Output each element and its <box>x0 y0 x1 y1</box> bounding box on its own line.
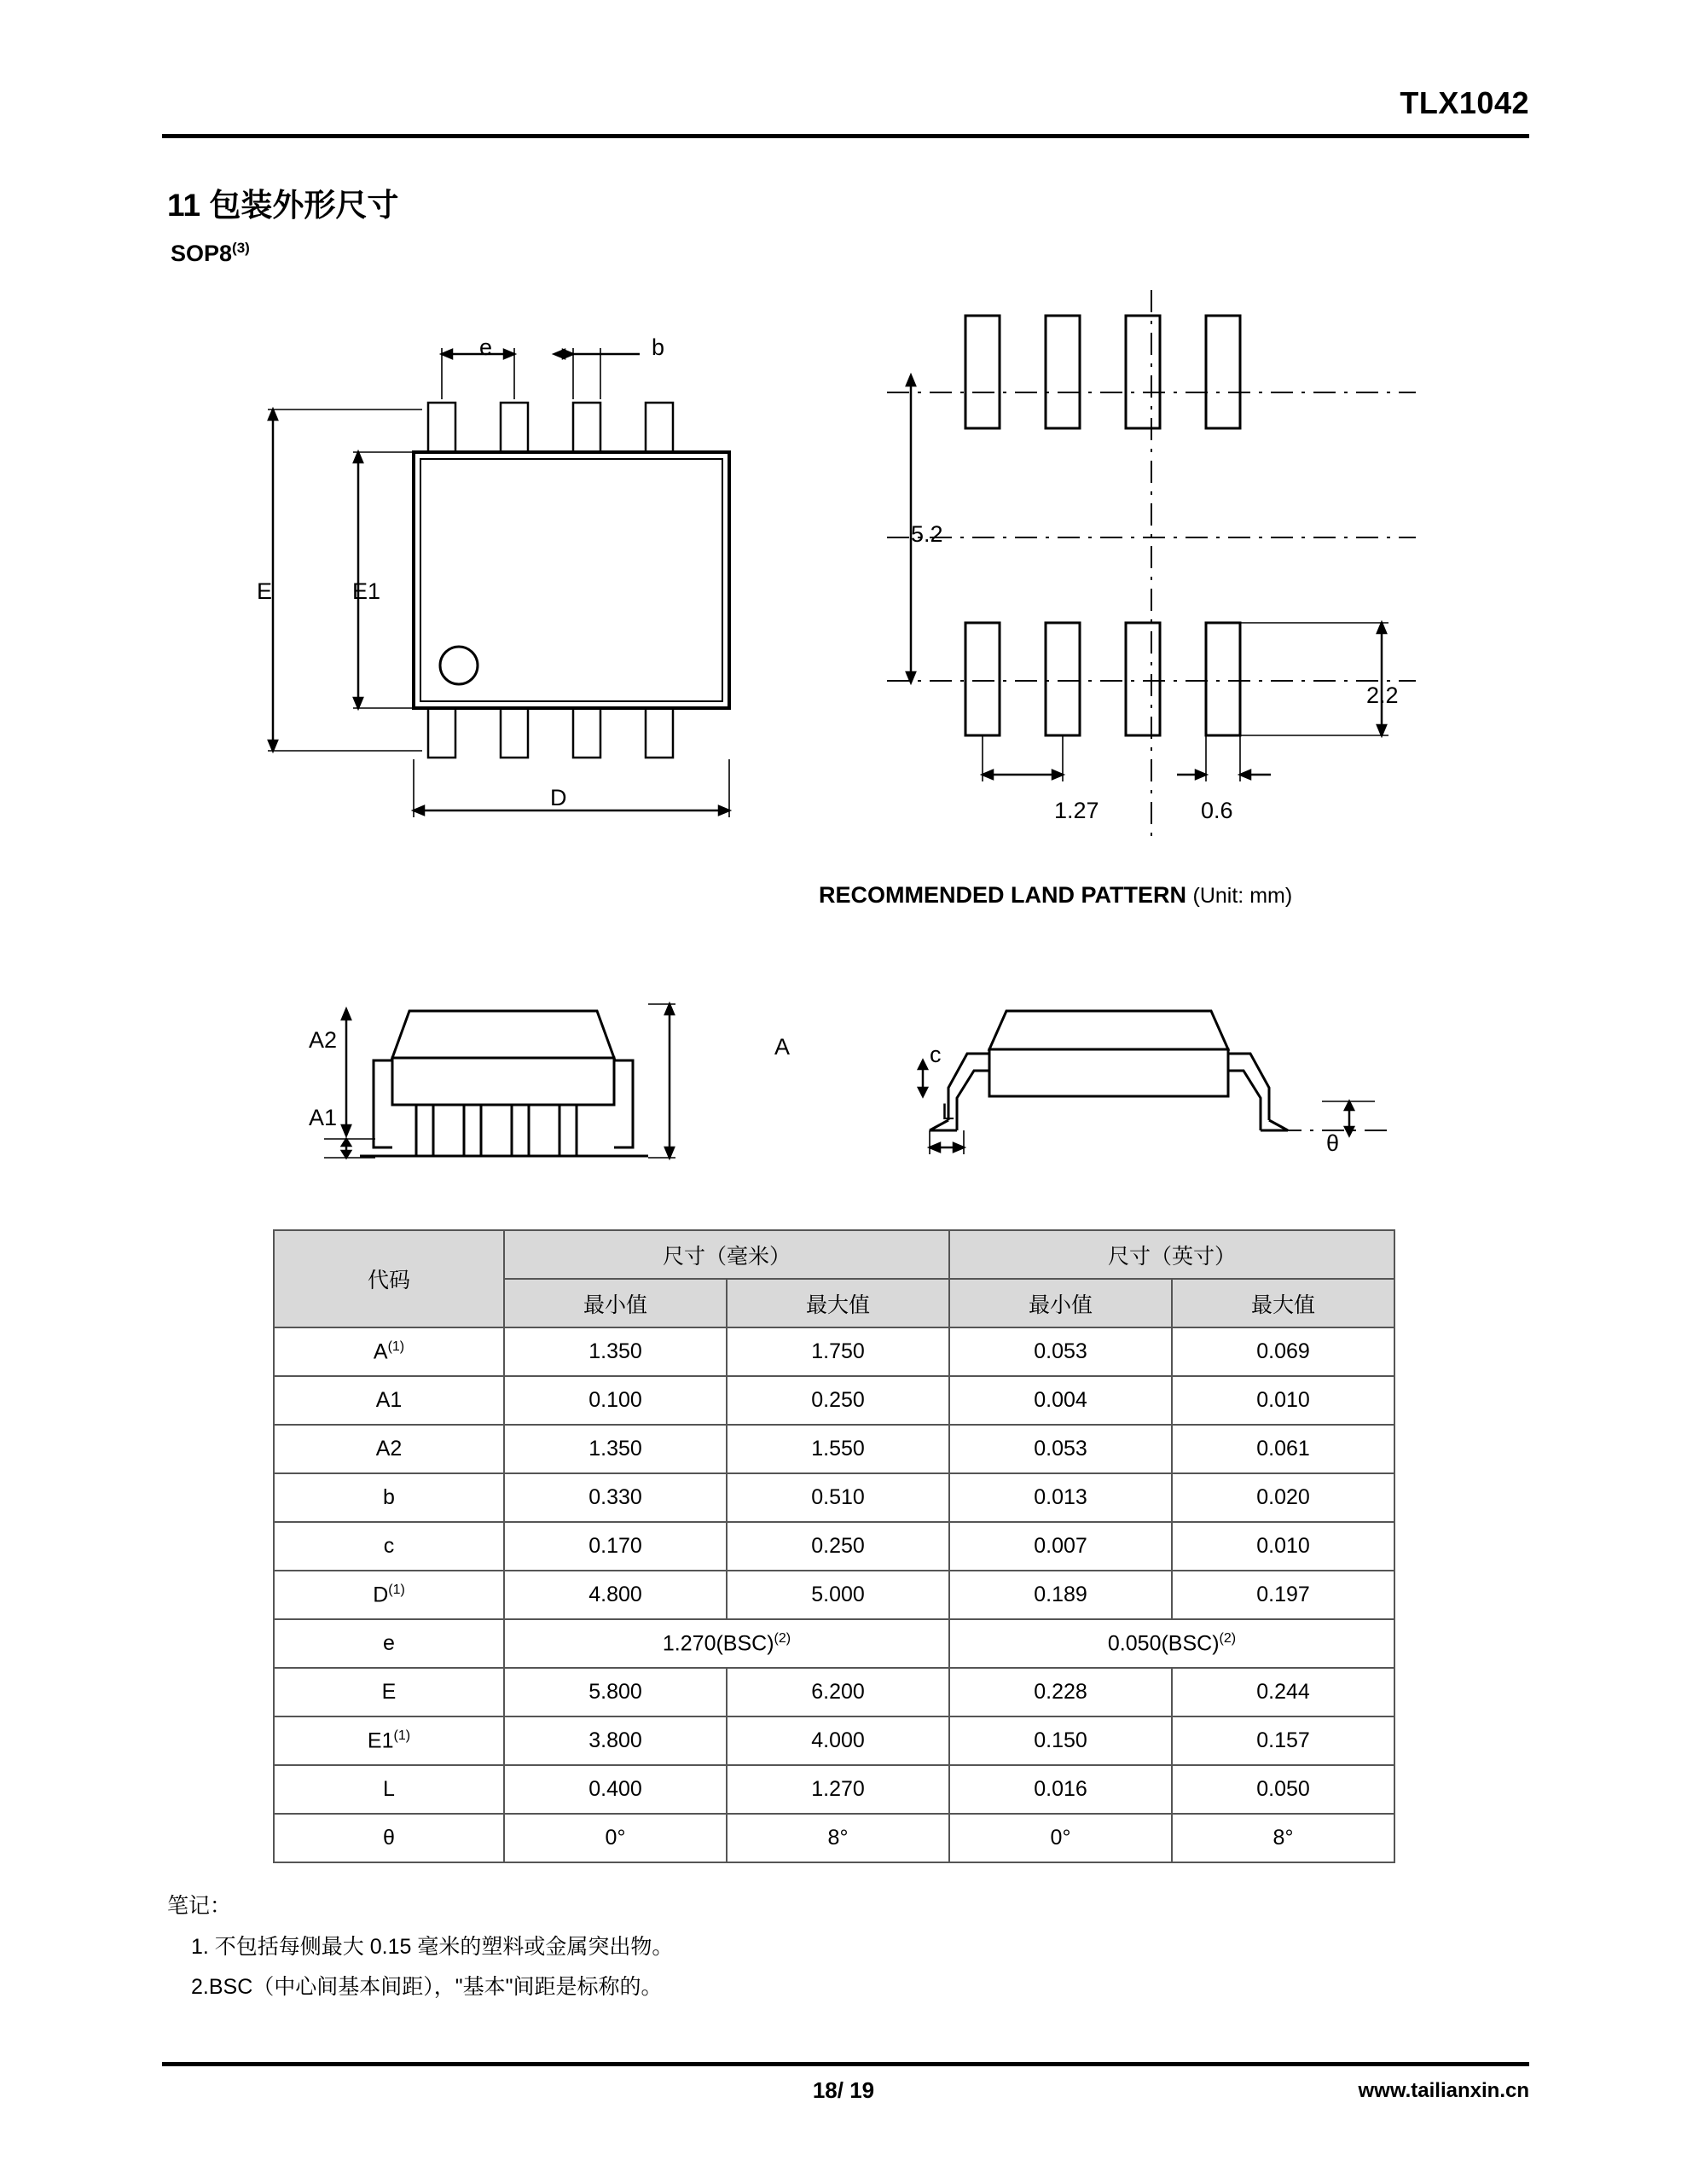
cell-inch-min: 0.004 <box>949 1376 1172 1425</box>
land-dim-pad-length: 2.2 <box>1366 682 1399 708</box>
table-row <box>274 1765 1394 1814</box>
cell-inch-max: 0.010 <box>1172 1522 1394 1571</box>
label-A1: A1 <box>309 1105 338 1130</box>
cell-mm-span: 1.270(BSC)$^{(2)}$ <box>504 1619 949 1668</box>
cell-inch-max: 0.010 <box>1172 1376 1394 1425</box>
cell-mm-min: 0.100 <box>504 1376 727 1425</box>
cell-inch-span: 0.050(BSC)$^{(2)}$ <box>949 1619 1394 1668</box>
dimension-table-body <box>274 1327 1394 1862</box>
cell-code-sup: (1) <box>388 1582 405 1597</box>
notes-title: 笔记： <box>167 1894 232 1918</box>
header-in-max: 最大值 <box>1172 1279 1394 1327</box>
header-mm-group: 尺寸（毫米） <box>504 1230 949 1279</box>
label-c: c <box>930 1042 942 1067</box>
label-A: A <box>774 1034 791 1060</box>
cell-inch-min: 0.007 <box>949 1522 1172 1571</box>
footer-page-number: 18/ 19 <box>812 2077 875 2103</box>
table-row <box>274 1571 1394 1619</box>
cell-inch-max: 0.244 <box>1172 1668 1394 1716</box>
page-header-part-number: TLX1042 <box>1400 85 1529 120</box>
cell-code: c <box>274 1522 504 1571</box>
cell-code-sup: (1) <box>387 1339 405 1354</box>
cell-code: A1 <box>274 1376 504 1425</box>
land-pattern-caption <box>819 882 1292 909</box>
cell-mm-min: 3.800 <box>504 1716 727 1765</box>
package-top-view-drawing <box>239 299 776 853</box>
cell-inch-min: 0.189 <box>949 1571 1172 1619</box>
table-row <box>274 1473 1394 1522</box>
cell-mm-max: 0.250 <box>727 1376 949 1425</box>
table-row <box>274 1327 1394 1376</box>
cell-code: $D^{(1)}$ <box>274 1571 504 1619</box>
table-row <box>274 1716 1394 1765</box>
cell-code: b <box>274 1473 504 1522</box>
cell-mm-max: 8° <box>727 1814 949 1862</box>
cell-mm-min: 1.350 <box>504 1425 727 1473</box>
table-row <box>274 1814 1394 1862</box>
cell-inch-min: 0.150 <box>949 1716 1172 1765</box>
cell-inch-span-sup: (2) <box>1219 1630 1237 1646</box>
label-b-width: b <box>652 334 665 360</box>
table-row <box>274 1425 1394 1473</box>
cell-mm-max: 5.000 <box>727 1571 949 1619</box>
table-header-row-1 <box>274 1230 1394 1279</box>
land-dim-vertical-pitch: 5.2 <box>911 521 943 547</box>
cell-mm-max: 0.510 <box>727 1473 949 1522</box>
package-name: SOP8 <box>171 241 233 266</box>
cell-mm-max: 1.550 <box>727 1425 949 1473</box>
land-dim-pitch: 1.27 <box>1054 798 1099 823</box>
cell-inch-max: 8° <box>1172 1814 1394 1862</box>
cell-code: e <box>274 1619 504 1668</box>
cell-inch-min: 0.016 <box>949 1765 1172 1814</box>
label-theta: θ <box>1326 1130 1340 1156</box>
cell-mm-min: 4.800 <box>504 1571 727 1619</box>
cell-mm-min: 1.350 <box>504 1327 727 1376</box>
dimension-table <box>273 1229 1395 1863</box>
label-e-pitch: e <box>479 334 493 360</box>
label-A2: A2 <box>309 1027 338 1053</box>
package-end-view-drawing <box>878 968 1407 1190</box>
cell-code: E1$^{(1)}$ <box>274 1716 504 1765</box>
cell-inch-max: 0.197 <box>1172 1571 1394 1619</box>
table-row <box>274 1668 1394 1716</box>
land-pattern-caption-text: RECOMMENDED LAND PATTERN <box>819 882 1186 908</box>
notes-block <box>167 1886 673 2008</box>
header-mm-max: 最大值 <box>727 1279 949 1327</box>
cell-inch-min: 0° <box>949 1814 1172 1862</box>
footer-website[interactable]: www.tailianxin.cn <box>1358 2079 1529 2102</box>
cell-mm-max: 1.270 <box>727 1765 949 1814</box>
header-inch-group: 尺寸（英寸） <box>949 1230 1394 1279</box>
cell-code: E <box>274 1668 504 1716</box>
cell-code: A2 <box>274 1425 504 1473</box>
header-divider <box>162 134 1529 138</box>
cell-inch-max: 0.157 <box>1172 1716 1394 1765</box>
note-item-2: 2.BSC（中心间基本间距），"基本"间距是标称的。 <box>191 1975 663 1999</box>
table-row <box>274 1619 1394 1668</box>
label-D-width: D <box>550 785 567 810</box>
header-in-min: 最小值 <box>949 1279 1172 1327</box>
header-code: 代码 <box>274 1230 504 1327</box>
cell-inch-max: 0.020 <box>1172 1473 1394 1522</box>
cell-mm-min: 0.400 <box>504 1765 727 1814</box>
package-note-sup: (3) <box>232 240 250 256</box>
cell-mm-span-sup: (2) <box>774 1630 791 1646</box>
cell-mm-max: 6.200 <box>727 1668 949 1716</box>
cell-mm-max: 0.250 <box>727 1522 949 1571</box>
package-subtitle <box>171 240 250 267</box>
footer-divider <box>162 2062 1529 2066</box>
cell-code: L <box>274 1765 504 1814</box>
land-pattern-unit: (Unit: mm) <box>1192 884 1293 908</box>
label-E-height: E <box>257 578 273 604</box>
land-pattern-drawing <box>870 282 1424 845</box>
land-dim-pad-width: 0.6 <box>1201 798 1233 823</box>
label-L: L <box>942 1099 955 1124</box>
cell-mm-min: 0° <box>504 1814 727 1862</box>
cell-inch-max: 0.061 <box>1172 1425 1394 1473</box>
cell-code-sup: (1) <box>393 1728 411 1743</box>
cell-mm-max: 4.000 <box>727 1716 949 1765</box>
cell-inch-max: 0.069 <box>1172 1327 1394 1376</box>
cell-inch-min: 0.053 <box>949 1327 1172 1376</box>
cell-inch-min: 0.053 <box>949 1425 1172 1473</box>
cell-mm-min: 0.330 <box>504 1473 727 1522</box>
cell-inch-min: 0.013 <box>949 1473 1172 1522</box>
package-side-view-drawing <box>307 968 819 1190</box>
cell-mm-min: 5.800 <box>504 1668 727 1716</box>
table-row <box>274 1522 1394 1571</box>
cell-inch-max: 0.050 <box>1172 1765 1394 1814</box>
cell-code: $A^{(1)}$ <box>274 1327 504 1376</box>
section-title: 11 包装外形尺寸 <box>167 188 399 223</box>
cell-mm-max: 1.750 <box>727 1327 949 1376</box>
cell-code: θ <box>274 1814 504 1862</box>
cell-mm-min: 0.170 <box>504 1522 727 1571</box>
cell-inch-min: 0.228 <box>949 1668 1172 1716</box>
table-row <box>274 1376 1394 1425</box>
label-E1-height: E1 <box>352 578 381 604</box>
header-mm-min: 最小值 <box>504 1279 727 1327</box>
note-item-1: 1. 不包括每侧最大 0.15 毫米的塑料或金属突出物。 <box>191 1934 674 1959</box>
